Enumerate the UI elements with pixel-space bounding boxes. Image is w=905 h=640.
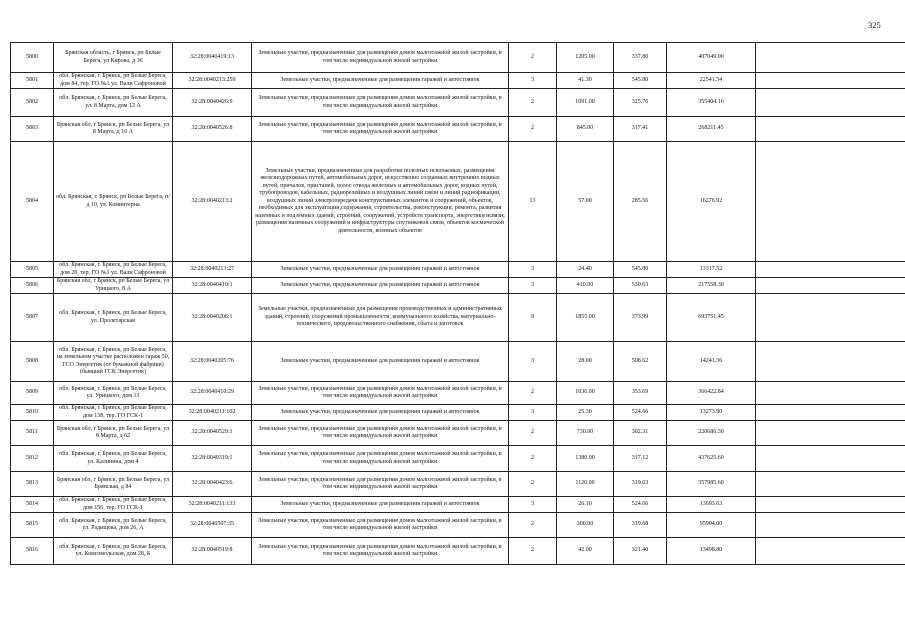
- cadastral-number: 32:28:0040213:259: [173, 73, 252, 89]
- cadastral-value: 217558.30: [667, 278, 756, 294]
- specific-value: 353.69: [614, 382, 667, 405]
- plot-address: обл. Брянская, г. Брянск, рп Белые Берега, ул. Комсомольская, дом 28, Б: [54, 538, 173, 565]
- row-number: 5810: [11, 405, 54, 421]
- plot-area: 1120.00: [557, 472, 614, 497]
- table-row: [11, 73, 905, 89]
- empty-cell: [756, 472, 905, 497]
- land-use-type: Земельные участки, предназначенные для размещения производственных и административных зданий, строений, сооружений промышленности, коммунального хозяйства, материально-технического, продовольственного снабжения, сбыта и заготовок: [252, 294, 509, 342]
- plot-area: 24.40: [557, 262, 614, 278]
- cadastral-value: 355404.16: [667, 89, 756, 117]
- table-row: [11, 497, 905, 513]
- specific-value: 285.56: [614, 142, 667, 262]
- use-group-code: 3: [509, 405, 557, 421]
- row-number: 5805: [11, 262, 54, 278]
- plot-address: обл. Брянская, г. Брянск, рп Белые Берега, п/д 10, ул. Коминтерна: [54, 142, 173, 262]
- row-number: 5813: [11, 472, 54, 497]
- cadastral-value: 13273.90: [667, 405, 756, 421]
- table-row: [11, 278, 905, 294]
- cadastral-value: 95904.00: [667, 513, 756, 538]
- row-number: 5802: [11, 89, 54, 117]
- use-group-code: 3: [509, 73, 557, 89]
- land-use-type: Земельные участки, предназначенные для разработки полезных ископаемых, размещения железнодорожных путей, автомобильных дорог, искусственно созданных внутренних водных путей, причалов, пристаней, полос отвода железных и автомобильных дорог, водных путей, трубопроводов, кабельных, радиорелейных и воздушных линий связи и линий радиофикации, воздушных линий электропередачи конструктивных элементов и сооружений, объектов, необходимых для эксплуатации,содержания, строительства, реконструкции, ремонта, развития наземных и подземных зданий, строений, сооружений, устройств транспорта, энергетики исвязи; размещения наземных сооружений и инфраструктуры спутниковой связи, объектов космической деятельности, военных объектов: [252, 142, 509, 262]
- table-row: [11, 294, 905, 342]
- row-number: 5801: [11, 73, 54, 89]
- row-number: 5814: [11, 497, 54, 513]
- row-number: 5812: [11, 446, 54, 472]
- row-number: 5816: [11, 538, 54, 565]
- cadastral-number: 32:28:0040419:13: [173, 43, 252, 73]
- land-plot-register-table: [10, 42, 905, 565]
- cadastral-number: 32:28:0040529:1: [173, 421, 252, 446]
- plot-area: 41.30: [557, 73, 614, 89]
- use-group-code: 2: [509, 382, 557, 405]
- plot-address: обл. Брянская, г. Брянск, рп Белые Берега, ул. Радищева, дом 26, А: [54, 513, 173, 538]
- table-row: [11, 117, 905, 142]
- empty-cell: [756, 43, 905, 73]
- empty-cell: [756, 342, 905, 382]
- cadastral-number: 32:28:0040205:76: [173, 342, 252, 382]
- cadastral-number: 32:28:0040507:35: [173, 513, 252, 538]
- plot-area: 1036.00: [557, 382, 614, 405]
- table-row: [11, 538, 905, 565]
- row-number: 5811: [11, 421, 54, 446]
- use-group-code: 3: [509, 278, 557, 294]
- specific-value: 302.31: [614, 421, 667, 446]
- empty-cell: [756, 538, 905, 565]
- use-group-code: 3: [509, 262, 557, 278]
- plot-address: обл. Брянская, г. Брянск, рп Белые Берега, ул. Калинина, дом 4: [54, 446, 173, 472]
- plot-area: 57.00: [557, 142, 614, 262]
- cadastral-number: 32:28:0040426:9: [173, 89, 252, 117]
- land-use-type: Земельные участки, предназначенные для размещения гаражей и автостоянок: [252, 73, 509, 89]
- cadastral-value: 13317.52: [667, 262, 756, 278]
- plot-address: обл. Брянская, г. Брянск, рп Белые Берега, ул. 8 Марта, дом 12 А: [54, 89, 173, 117]
- plot-area: 1380.00: [557, 446, 614, 472]
- table-row: [11, 43, 905, 73]
- plot-area: 300.00: [557, 513, 614, 538]
- cadastral-number: 32:28:0040319:1: [173, 446, 252, 472]
- cadastral-number: 32:28:0040519:8: [173, 538, 252, 565]
- land-use-type: Земельные участки, предназначенные для размещения гаражей и автостоянок: [252, 405, 509, 421]
- land-use-type: Земельные участки, предназначенные для размещения домов малоэтажной жилой застройки, в том числе индивидуальной жилой застройки: [252, 43, 509, 73]
- empty-cell: [756, 89, 905, 117]
- land-use-type: Земельные участки, предназначенные для размещения домов малоэтажной жилой застройки, в том числе индивидуальной жилой застройки: [252, 89, 509, 117]
- land-use-type: Земельные участки, предназначенные для размещения домов малоэтажной жилой застройки, в том числе индивидуальной жилой застройки: [252, 472, 509, 497]
- empty-cell: [756, 513, 905, 538]
- specific-value: 524.66: [614, 405, 667, 421]
- plot-address: обл. Брянская, г. Брянск, рп Белые Берега, на земельном участке расположен гараж 50, ГСО Энергетик (от бумажной фабрики) (бывший ГСК Энергетик): [54, 342, 173, 382]
- table-row: [11, 382, 905, 405]
- plot-address: обл. Брянская, г. Брянск, рп Белые Берега, ул. Пролетарская: [54, 294, 173, 342]
- empty-cell: [756, 382, 905, 405]
- land-use-type: Земельные участки, предназначенные для размещения домов малоэтажной жилой застройки, в том числе индивидуальной жилой застройки: [252, 538, 509, 565]
- table-row: [11, 142, 905, 262]
- cadastral-value: 13693.63: [667, 497, 756, 513]
- plot-address: Брянская обл, г Брянск, рп Белые Берега, ул Брянская, д 84: [54, 472, 173, 497]
- table-row: [11, 421, 905, 446]
- specific-value: 317.41: [614, 117, 667, 142]
- plot-area: 1205.00: [557, 43, 614, 73]
- plot-address: Брянская обл, г Брянск, рп Белые Берега, ул 8 Марта, д 16 А: [54, 117, 173, 142]
- specific-value: 325.76: [614, 89, 667, 117]
- use-group-code: 2: [509, 43, 557, 73]
- plot-area: 28.00: [557, 342, 614, 382]
- use-group-code: 9: [509, 294, 557, 342]
- plot-area: 25.30: [557, 405, 614, 421]
- plot-address: обл. Брянская, г. Брянск, рп Белые Берега, дом 138, тер. ГО ГСК-1: [54, 405, 173, 421]
- cadastral-value: 437625.60: [667, 446, 756, 472]
- cadastral-number: 32:28:0040211:133: [173, 497, 252, 513]
- cadastral-value: 220686.30: [667, 421, 756, 446]
- plot-area: 42.00: [557, 538, 614, 565]
- use-group-code: 3: [509, 497, 557, 513]
- use-group-code: 2: [509, 421, 557, 446]
- cadastral-value: 14241.36: [667, 342, 756, 382]
- empty-cell: [756, 446, 905, 472]
- cadastral-number: 32:28:0040211:102: [173, 405, 252, 421]
- row-number: 5806: [11, 278, 54, 294]
- register-table-body: [11, 43, 905, 565]
- empty-cell: [756, 405, 905, 421]
- empty-cell: [756, 117, 905, 142]
- specific-value: 321.40: [614, 538, 667, 565]
- table-row: [11, 446, 905, 472]
- cadastral-value: 693751.45: [667, 294, 756, 342]
- page-number: 325: [868, 20, 881, 30]
- use-group-code: 2: [509, 513, 557, 538]
- specific-value: 317.12: [614, 446, 667, 472]
- cadastral-number: 32:28:0040206:1: [173, 294, 252, 342]
- specific-value: 545.80: [614, 262, 667, 278]
- row-number: 5803: [11, 117, 54, 142]
- table-row: [11, 513, 905, 538]
- cadastral-value: 22541.54: [667, 73, 756, 89]
- cadastral-number: 32:28:0040410:1: [173, 278, 252, 294]
- plot-area: 1091.00: [557, 89, 614, 117]
- cadastral-number: 32:28:0040213:27: [173, 262, 252, 278]
- use-group-code: 2: [509, 89, 557, 117]
- specific-value: 524.66: [614, 497, 667, 513]
- specific-value: 530.63: [614, 278, 667, 294]
- plot-area: 26.10: [557, 497, 614, 513]
- row-number: 5809: [11, 382, 54, 405]
- cadastral-value: 407049.00: [667, 43, 756, 73]
- specific-value: 508.62: [614, 342, 667, 382]
- empty-cell: [756, 294, 905, 342]
- plot-area: 845.00: [557, 117, 614, 142]
- land-use-type: Земельные участки, предназначенные для размещения домов малоэтажной жилой застройки, в том числе индивидуальной жилой застройки: [252, 513, 509, 538]
- use-group-code: 3: [509, 342, 557, 382]
- plot-area: 730.00: [557, 421, 614, 446]
- empty-cell: [756, 262, 905, 278]
- cadastral-number: 32:28:0040410:29: [173, 382, 252, 405]
- row-number: 5808: [11, 342, 54, 382]
- cadastral-number: 32:28:0040213:2: [173, 142, 252, 262]
- table-row: [11, 89, 905, 117]
- row-number: 5815: [11, 513, 54, 538]
- plot-address: Брянская обл, г Брянск, рп Белые Берега, ул 8 Марта, д 62: [54, 421, 173, 446]
- specific-value: 337.80: [614, 43, 667, 73]
- plot-address: обл. Брянская, г. Брянск, рп Белые Берега, ул. Урицкого, дом 13: [54, 382, 173, 405]
- land-use-type: Земельные участки, предназначенные для размещения домов малоэтажной жилой застройки, в том числе индивидуальной жилой застройки: [252, 446, 509, 472]
- plot-address: Брянская обл, г Брянск, рп Белые Берега, ул Урицкого, 8 А: [54, 278, 173, 294]
- cadastral-value: 357985.60: [667, 472, 756, 497]
- use-group-code: 2: [509, 117, 557, 142]
- cadastral-value: 268211.45: [667, 117, 756, 142]
- plot-address: Брянская область, г Брянск, рп Белые Берега, ул Кирова, д 36: [54, 43, 173, 73]
- plot-area: 410.00: [557, 278, 614, 294]
- specific-value: 319.63: [614, 472, 667, 497]
- use-group-code: 2: [509, 538, 557, 565]
- empty-cell: [756, 497, 905, 513]
- table-row: [11, 342, 905, 382]
- land-use-type: Земельные участки, предназначенные для размещения гаражей и автостоянок: [252, 278, 509, 294]
- cadastral-value: 366422.84: [667, 382, 756, 405]
- land-use-type: Земельные участки, предназначенные для размещения домов малоэтажной жилой застройки, в том числе индивидуальной жилой застройки: [252, 382, 509, 405]
- use-group-code: 13: [509, 142, 557, 262]
- table-row: [11, 405, 905, 421]
- row-number: 5807: [11, 294, 54, 342]
- specific-value: 319.68: [614, 513, 667, 538]
- use-group-code: 2: [509, 446, 557, 472]
- row-number: 5804: [11, 142, 54, 262]
- empty-cell: [756, 142, 905, 262]
- land-use-type: Земельные участки, предназначенные для размещения гаражей и автостоянок: [252, 342, 509, 382]
- use-group-code: 2: [509, 472, 557, 497]
- plot-address: обл. Брянская, г. Брянск, рп Белые Берега, дом 84, тер. ГО №1 ул. Вали Сафроновой: [54, 73, 173, 89]
- table-row: [11, 472, 905, 497]
- cadastral-value: 16276.92: [667, 142, 756, 262]
- land-use-type: Земельные участки, предназначенные для размещения домов малоэтажной жилой застройки, в том числе индивидуальной жилой застройки: [252, 117, 509, 142]
- specific-value: 545.80: [614, 73, 667, 89]
- empty-cell: [756, 73, 905, 89]
- empty-cell: [756, 278, 905, 294]
- table-row: [11, 262, 905, 278]
- cadastral-number: 32:28:0040423:6: [173, 472, 252, 497]
- plot-address: обл. Брянская, г. Брянск, рп Белые Берега, дом 20, тер. ГО №1 ул. Вали Сафроновой: [54, 262, 173, 278]
- land-use-type: Земельные участки, предназначенные для размещения домов малоэтажной жилой застройки, в том числе индивидуальной жилой застройки: [252, 421, 509, 446]
- land-use-type: Земельные участки, предназначенные для размещения гаражей и автостоянок: [252, 262, 509, 278]
- empty-cell: [756, 421, 905, 446]
- land-use-type: Земельные участки, предназначенные для размещения гаражей и автостоянок: [252, 497, 509, 513]
- cadastral-number: 32:28:0040526:8: [173, 117, 252, 142]
- plot-address: обл. Брянская, г. Брянск, рп Белые Берега, дом 156, тер. ГО ГСК-1: [54, 497, 173, 513]
- plot-area: 1855.00: [557, 294, 614, 342]
- cadastral-value: 13498.80: [667, 538, 756, 565]
- specific-value: 373.99: [614, 294, 667, 342]
- row-number: 5800: [11, 43, 54, 73]
